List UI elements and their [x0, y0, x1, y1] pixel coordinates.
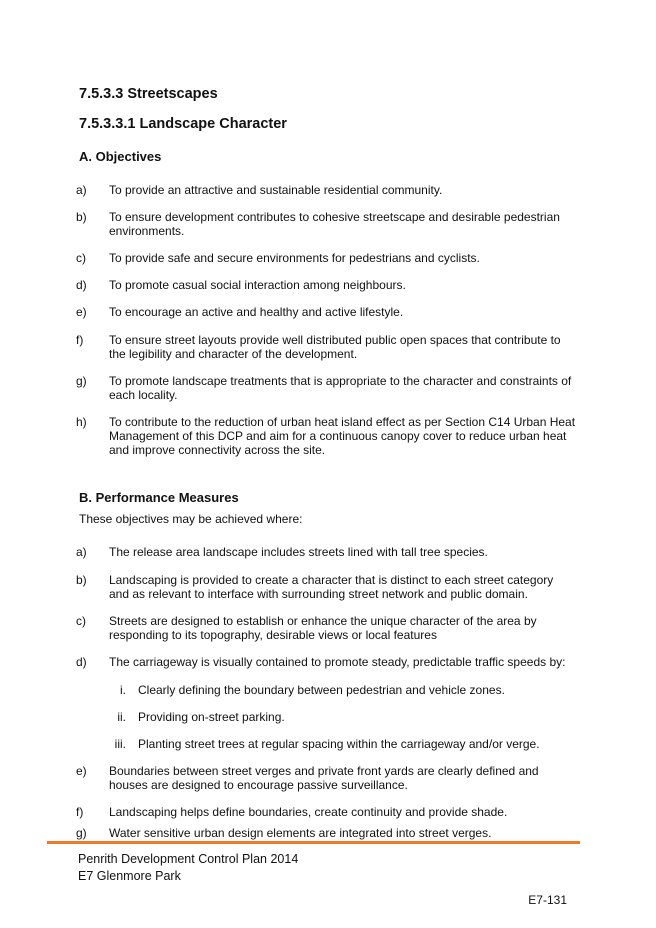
item-text: Landscaping is provided to create a character that is distinct to each street category and as relevant to interface with surrounding street network and public domain. [109, 573, 554, 601]
item-text: To ensure street layouts provide well distributed public open spaces that contribute to the legibility and character of the development. [109, 333, 561, 361]
measure-item [76, 655, 576, 669]
measure-item [76, 764, 576, 792]
item-marker: b) [76, 573, 87, 587]
item-text: Landscaping helps define boundaries, create continuity and provide shade. [109, 805, 508, 819]
item-marker: c) [76, 614, 86, 628]
objective-item [76, 278, 576, 292]
item-marker: b) [76, 210, 87, 224]
item-marker: g) [76, 826, 87, 840]
measure-subitem [100, 710, 570, 724]
item-text: To provide an attractive and sustainable residential community. [109, 183, 443, 197]
item-marker: f) [76, 805, 84, 819]
measure-subitem [100, 683, 570, 697]
item-marker: h) [76, 415, 87, 429]
objective-item [76, 374, 576, 402]
item-text: The release area landscape includes streets lined with tall tree species. [109, 545, 488, 559]
item-marker: g) [76, 374, 87, 388]
measure-item [76, 614, 576, 642]
item-marker: a) [76, 183, 87, 197]
objective-item [76, 333, 576, 361]
item-marker: f) [76, 333, 84, 347]
item-text: To promote casual social interaction among neighbours. [109, 278, 406, 292]
item-text: To encourage an active and healthy and active lifestyle. [109, 305, 404, 319]
measure-item [76, 826, 576, 840]
measure-item [76, 805, 576, 819]
item-marker: a) [76, 545, 87, 559]
item-text: Water sensitive urban design elements are integrated into street verges. [109, 826, 492, 840]
item-marker: c) [76, 251, 86, 265]
objective-item [76, 183, 576, 197]
item-marker: d) [76, 655, 87, 669]
item-marker: e) [76, 764, 87, 778]
item-marker: d) [76, 278, 87, 292]
subitem-marker: i. [120, 683, 126, 697]
footer-document-title: Penrith Development Control Plan 2014 [78, 852, 299, 866]
measure-item [76, 573, 576, 601]
objective-item [76, 305, 576, 319]
subitem-text: Clearly defining the boundary between pedestrian and vehicle zones. [138, 683, 505, 697]
page-number: E7-131 [528, 893, 567, 907]
subitem-text: Providing on-street parking. [138, 710, 285, 724]
item-text: Streets are designed to establish or enhance the unique character of the area by responding to its topography, desirable views or local features [109, 614, 537, 642]
performance-measures-heading: B. Performance Measures [79, 490, 239, 505]
objective-item [76, 415, 576, 457]
item-text: To provide safe and secure environments for pedestrians and cyclists. [109, 251, 480, 265]
subitem-marker: ii. [117, 710, 126, 724]
objective-item [76, 251, 576, 265]
subitem-text: Planting street trees at regular spacing within the carriageway and/or verge. [138, 737, 540, 751]
item-text: To ensure development contributes to cohesive streetscape and desirable pedestrian environments. [109, 210, 560, 238]
footer-rule [47, 841, 580, 844]
subitem-marker: iii. [114, 737, 126, 751]
measure-item [76, 545, 576, 559]
item-text: Boundaries between street verges and private front yards are clearly defined and houses are designed to encourage passive surveillance. [109, 764, 539, 792]
subsection-heading: 7.5.3.3.1 Landscape Character [79, 116, 287, 132]
objective-item [76, 210, 576, 238]
footer-section-name: E7 Glenmore Park [78, 869, 181, 883]
item-text: To promote landscape treatments that is appropriate to the character and constraints of each locality. [109, 374, 572, 402]
objectives-heading: A. Objectives [79, 149, 162, 164]
performance-intro: These objectives may be achieved where: [79, 512, 303, 526]
section-heading: 7.5.3.3 Streetscapes [79, 86, 218, 102]
item-marker: e) [76, 305, 87, 319]
measure-subitem [100, 737, 570, 751]
item-text: The carriageway is visually contained to promote steady, predictable traffic speeds by: [109, 655, 566, 669]
item-text: To contribute to the reduction of urban heat island effect as per Section C14 Urban Heat Management of this DCP and aim for a continuous canopy cover to reduce urban heat and improve connectivity across the site. [109, 415, 576, 457]
